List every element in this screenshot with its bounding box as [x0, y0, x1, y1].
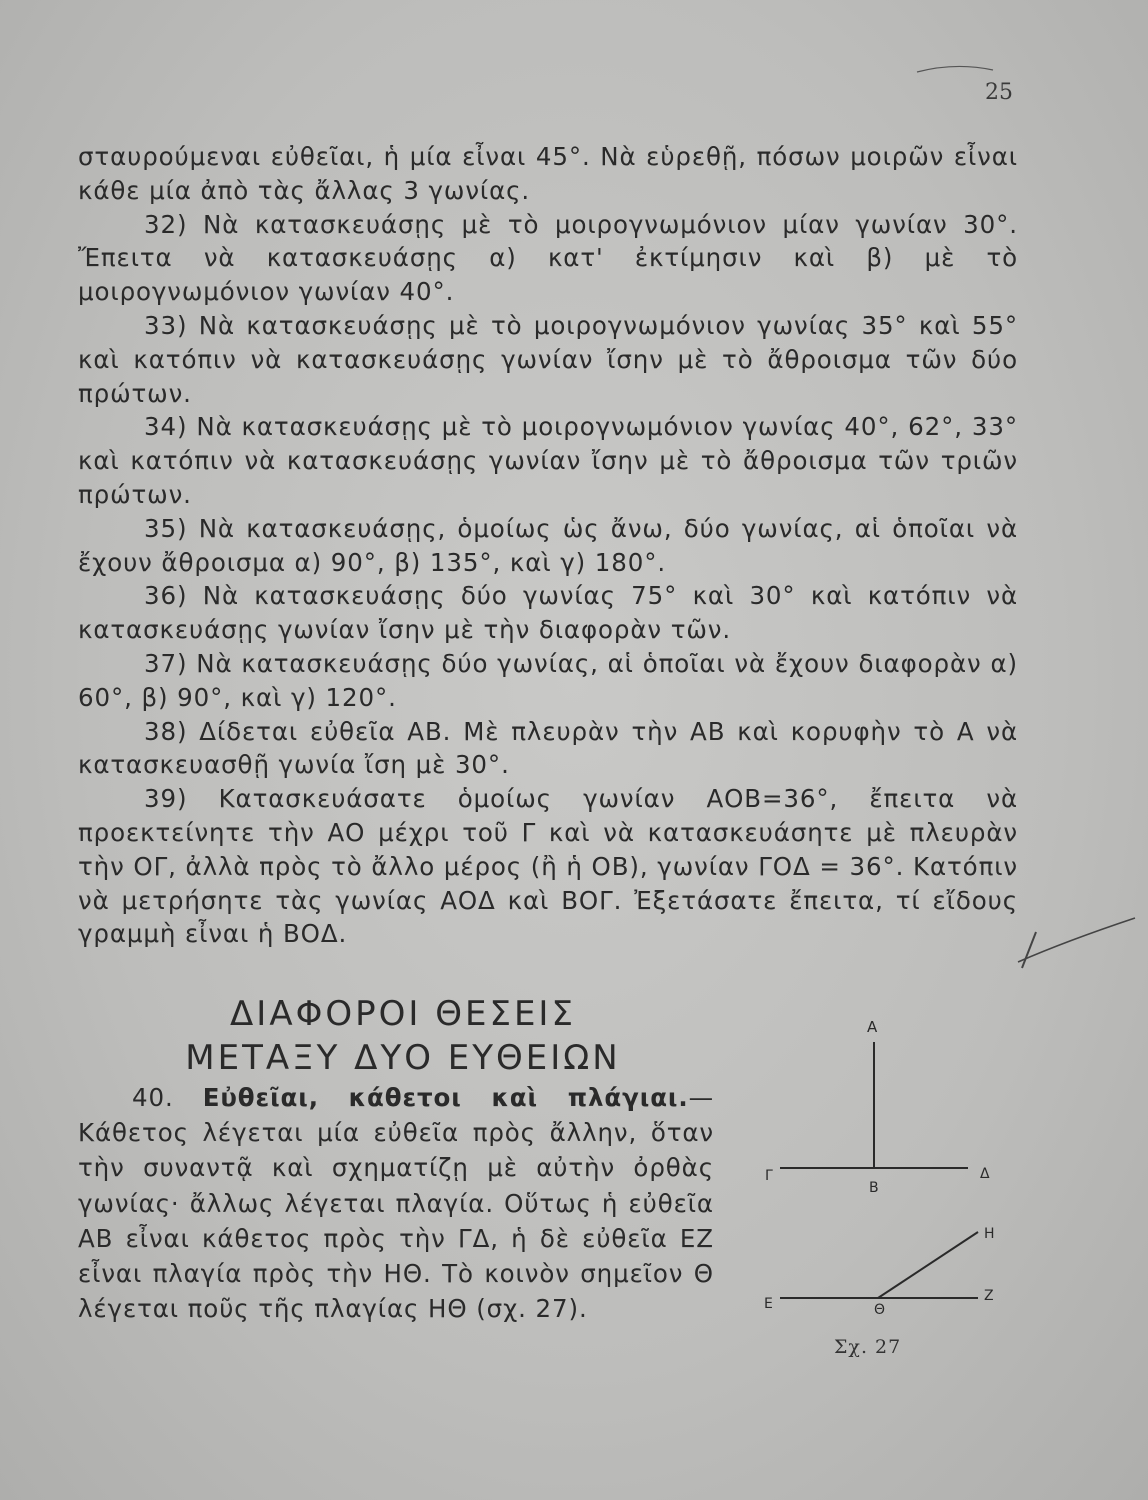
margin-check-mark [1000, 908, 1140, 978]
exercise-32: 32) Νὰ κατασκευάσῃς μὲ τὸ μοιρογνωμόνιον μίαν γωνίαν 30°. Ἔπειτα νὰ κατασκευάσῃς α) κατ' ἐκτίμησιν καὶ β) μὲ τὸ μοιρογνωμόνιον γωνίαν 40°. [78, 209, 1018, 307]
section-paragraph [78, 1080, 714, 1326]
section-40 [78, 1080, 714, 1326]
heading-line-2: ΜΕΤΑΞΥ ΔΥΟ ΕΥΘΕΙΩΝ [185, 1038, 621, 1078]
label-e: E [764, 1296, 773, 1312]
exercise-37: 37) Νὰ κατασκευάσῃς δύο γωνίας, αἱ ὁποῖαι νὰ ἔχουν διαφορὰν α) 60°, β) 90°, καὶ γ) 120°. [78, 648, 1018, 712]
exercise-36: 36) Νὰ κατασκευάσῃς δύο γωνίας 75° καὶ 30° καὶ κατόπιν νὰ κατασκευάσῃς γωνίαν ἴσην μὲ τὴν διαφορὰν τῶν. [78, 581, 1018, 645]
label-gamma: Γ [765, 1168, 773, 1184]
exercise-33: 33) Νὰ κατασκευάσῃς μὲ τὸ μοιρογνωμόνιον γωνίας 35° καὶ 55° καὶ κατόπιν νὰ κατασκευάσῃς γωνίαν ἴσην μὲ τὸ ἄθροισμα τῶν δύο πρώτων. [78, 310, 1018, 408]
exercise-continuation: σταυρούμεναι εὐθεῖαι, ἡ μία εἶναι 45°. Νὰ εὑρεθῇ, πόσων μοιρῶν εἶναι κάθε μία ἀπὸ τὰς ἄλλας 3 γωνίας. [78, 142, 1018, 205]
page-number: 25 [985, 80, 1013, 105]
corner-pencil-mark [915, 58, 995, 88]
label-h: H [984, 1226, 995, 1242]
label-a: A [867, 1018, 878, 1036]
figure-27 [750, 1010, 1040, 1370]
paragraph-title: Εὐθεῖαι, κάθετοι καὶ πλάγιαι. [202, 1083, 689, 1112]
label-b: B [869, 1180, 879, 1196]
exercise-38: 38) Δίδεται εὐθεῖα ΑΒ. Μὲ πλευρὰν τὴν ΑΒ καὶ κορυφὴν τὸ Α νὰ κατασκευασθῇ γωνία ἴση μὲ 30°. [78, 716, 1018, 780]
figure-diagram [750, 1010, 1040, 1340]
section-heading [78, 992, 728, 1080]
label-theta: Θ [874, 1302, 886, 1318]
figure-caption: Σχ. 27 [834, 1336, 902, 1358]
line-h-theta [878, 1232, 978, 1298]
paragraph-text: Κάθετος λέγεται μία εὐθεῖα πρὸς ἄλλην, ὅταν τὴν συναντᾷ καὶ σχηματίζῃ μὲ αὐτὴν ὀρθὰς γωνίας· ἄλλως λέγεται πλαγία. Οὕτως ἡ εὐθεῖα ΑΒ εἶναι κάθετος πρὸς τὴν ΓΔ, ἡ δὲ εὐθεῖα ΕΖ εἶναι πλαγία πρὸς τὴν ΗΘ. Τὸ κοινὸν σημεῖον Θ λέγεται ποῦς τῆς πλαγίας ΗΘ (σχ. 27). [78, 1118, 714, 1324]
exercise-35: 35) Νὰ κατασκευάσῃς, ὁμοίως ὡς ἄνω, δύο γωνίας, αἱ ὁποῖαι νὰ ἔχουν ἄθροισμα α) 90°, β) 135°, καὶ γ) 180°. [78, 513, 1018, 577]
heading-line-1: ΔΙΑΦΟΡΟΙ ΘΕΣΕΙΣ [230, 994, 576, 1034]
paragraph-dash: — [688, 1083, 714, 1112]
exercise-34: 34) Νὰ κατασκευάσῃς μὲ τὸ μοιρογνωμόνιον γωνίας 40°, 62°, 33° καὶ κατόπιν νὰ κατασκευάσῃς γωνίαν ἴσην μὲ τὸ ἄθροισμα τῶν τριῶν πρώτων. [78, 412, 1018, 509]
exercise-39: 39) Κατασκευάσατε ὁμοίως γωνίαν ΑΟΒ=36°, ἔπειτα νὰ προεκτείνητε τὴν ΑΟ μέχρι τοῦ Γ καὶ νὰ κατασκευάσητε μὲ πλευρὰν τὴν ΟΓ, ἀλλὰ πρὸς τὸ ἄλλο μέρος (ἢ ἡ ΟΒ), γωνίαν ΓΟΔ = 36°. Κατόπιν νὰ μετρήσητε τὰς γωνίας ΑΟΔ καὶ ΒΟΓ. Ἐξετάσατε ἔπειτα, τί εἴδους γραμμὴ εἶναι ἡ ΒΟΔ. [78, 784, 1018, 949]
label-z: Z [984, 1288, 994, 1304]
label-delta: Δ [980, 1166, 990, 1182]
paragraph-number: 40. [132, 1083, 174, 1112]
exercise-list [78, 140, 1018, 951]
